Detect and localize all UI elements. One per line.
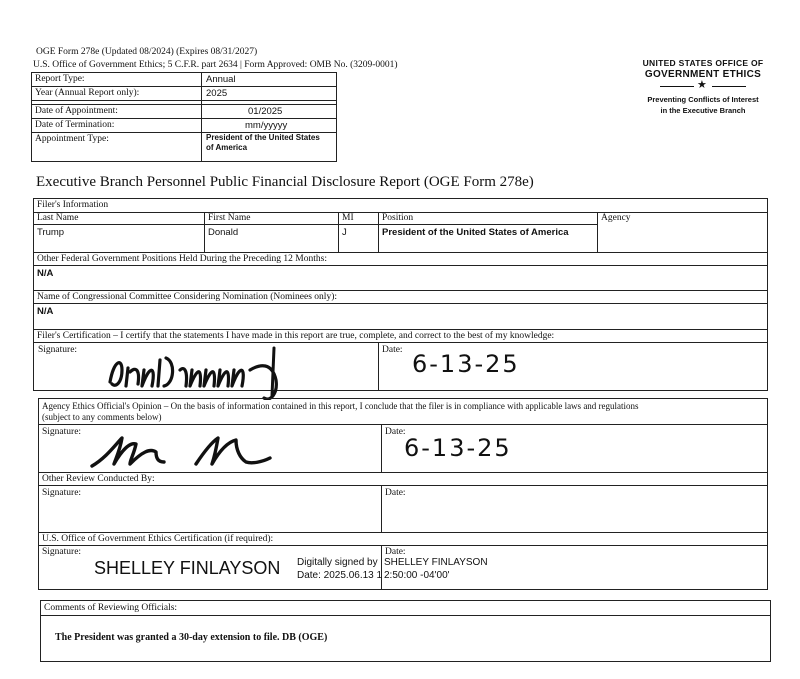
digital-signature-line1: Digitally signed by <box>297 557 378 568</box>
logo-line1: UNITED STATES OFFICE OF <box>642 58 764 68</box>
form-number-line: OGE Form 278e (Updated 08/2024) (Expires 08/31/2027) <box>36 47 258 57</box>
star-icon: ★ <box>697 79 707 91</box>
oge-date-label: Date: <box>385 547 406 557</box>
report-type-label: Report Type: <box>35 74 85 84</box>
ethics-handwritten-date: 6-13-25 <box>404 434 512 462</box>
filer-section-label: Filer's Information <box>37 200 109 210</box>
report-type-value: Annual <box>206 74 236 85</box>
comments-label: Comments of Reviewing Officials: <box>44 603 178 613</box>
ethics-signature-image <box>86 428 276 472</box>
logo-tagline1: Preventing Conflicts of Interest <box>647 95 759 104</box>
year-label: Year (Annual Report only): <box>35 88 140 98</box>
last-name-label: Last Name <box>37 213 79 223</box>
ethics-date-label: Date: <box>385 427 406 437</box>
digital-signer-name: SHELLEY FINLAYSON <box>94 558 281 578</box>
logo-tagline2: in the Executive Branch <box>660 106 746 115</box>
appointment-type-label: Appointment Type: <box>35 134 109 144</box>
filer-date-label: Date: <box>382 345 403 355</box>
last-name-value: Trump <box>37 227 65 238</box>
committee-label: Name of Congressional Committee Considering Nomination (Nominees only): <box>37 292 337 302</box>
digital-signature-name-right: SHELLEY FINLAYSON <box>384 557 488 568</box>
oge-signature-label: Signature: <box>42 547 82 557</box>
other-positions-label: Other Federal Government Positions Held During the Preceding 12 Months: <box>37 254 327 264</box>
oge-cert-label: U.S. Office of Government Ethics Certification (if required): <box>42 534 274 544</box>
mi-label: MI <box>342 213 354 223</box>
appointment-type-value: President of the United States of America <box>206 133 320 152</box>
appointment-date-value: 01/2025 <box>248 106 283 117</box>
page-title: Executive Branch Personnel Public Financial Disclosure Report (OGE Form 278e) <box>36 174 534 190</box>
logo-star-rule <box>628 79 778 92</box>
filer-handwritten-date: 6-13-25 <box>412 350 520 378</box>
year-value: 2025 <box>206 88 228 99</box>
filer-signature-image <box>100 340 300 400</box>
ethics-signature-label: Signature: <box>42 427 82 437</box>
first-name-value: Donald <box>208 227 239 238</box>
filer-signature-label: Signature: <box>38 345 78 355</box>
other-positions-value: N/A <box>37 268 54 279</box>
position-value: President of the United States of America <box>382 227 569 238</box>
logo-line2: GOVERNMENT ETHICS <box>644 69 762 80</box>
ethics-opinion-label-2: (subject to any comments below) <box>42 412 162 422</box>
position-label: Position <box>382 213 414 223</box>
digital-signature-time: 2:50:00 -04'00' <box>384 570 450 581</box>
appointment-date-label: Date of Appointment: <box>35 106 118 116</box>
ethics-opinion-label-1: Agency Ethics Official's Opinion – On the basis of information contained in this report, I conclude that the filer is in compliance with applicable laws and regulations <box>42 401 639 411</box>
mi-value: J <box>342 227 347 238</box>
authority-line: U.S. Office of Government Ethics; 5 C.F.R. part 2634 | Form Approved: OMB No. (3209-0001) <box>33 60 398 70</box>
other-review-label: Other Review Conducted By: <box>42 474 155 484</box>
comments-text: The President was granted a 30-day extension to file. DB (OGE) <box>55 632 328 643</box>
digital-signature-line2: Date: 2025.06.13 1 <box>297 570 383 581</box>
committee-value: N/A <box>37 306 54 317</box>
oge-logo <box>628 58 778 116</box>
filer-cert-label: Filer's Certification – I certify that the statements I have made in this report are true, complete, and correct to the best of my knowledge: <box>37 331 555 341</box>
first-name-label: First Name <box>208 213 251 223</box>
termination-date-value: mm/yyyyy <box>245 120 288 131</box>
other-review-date-label: Date: <box>385 488 406 498</box>
other-review-signature-label: Signature: <box>42 488 82 498</box>
agency-label: Agency <box>601 213 631 223</box>
termination-date-label: Date of Termination: <box>35 120 115 130</box>
